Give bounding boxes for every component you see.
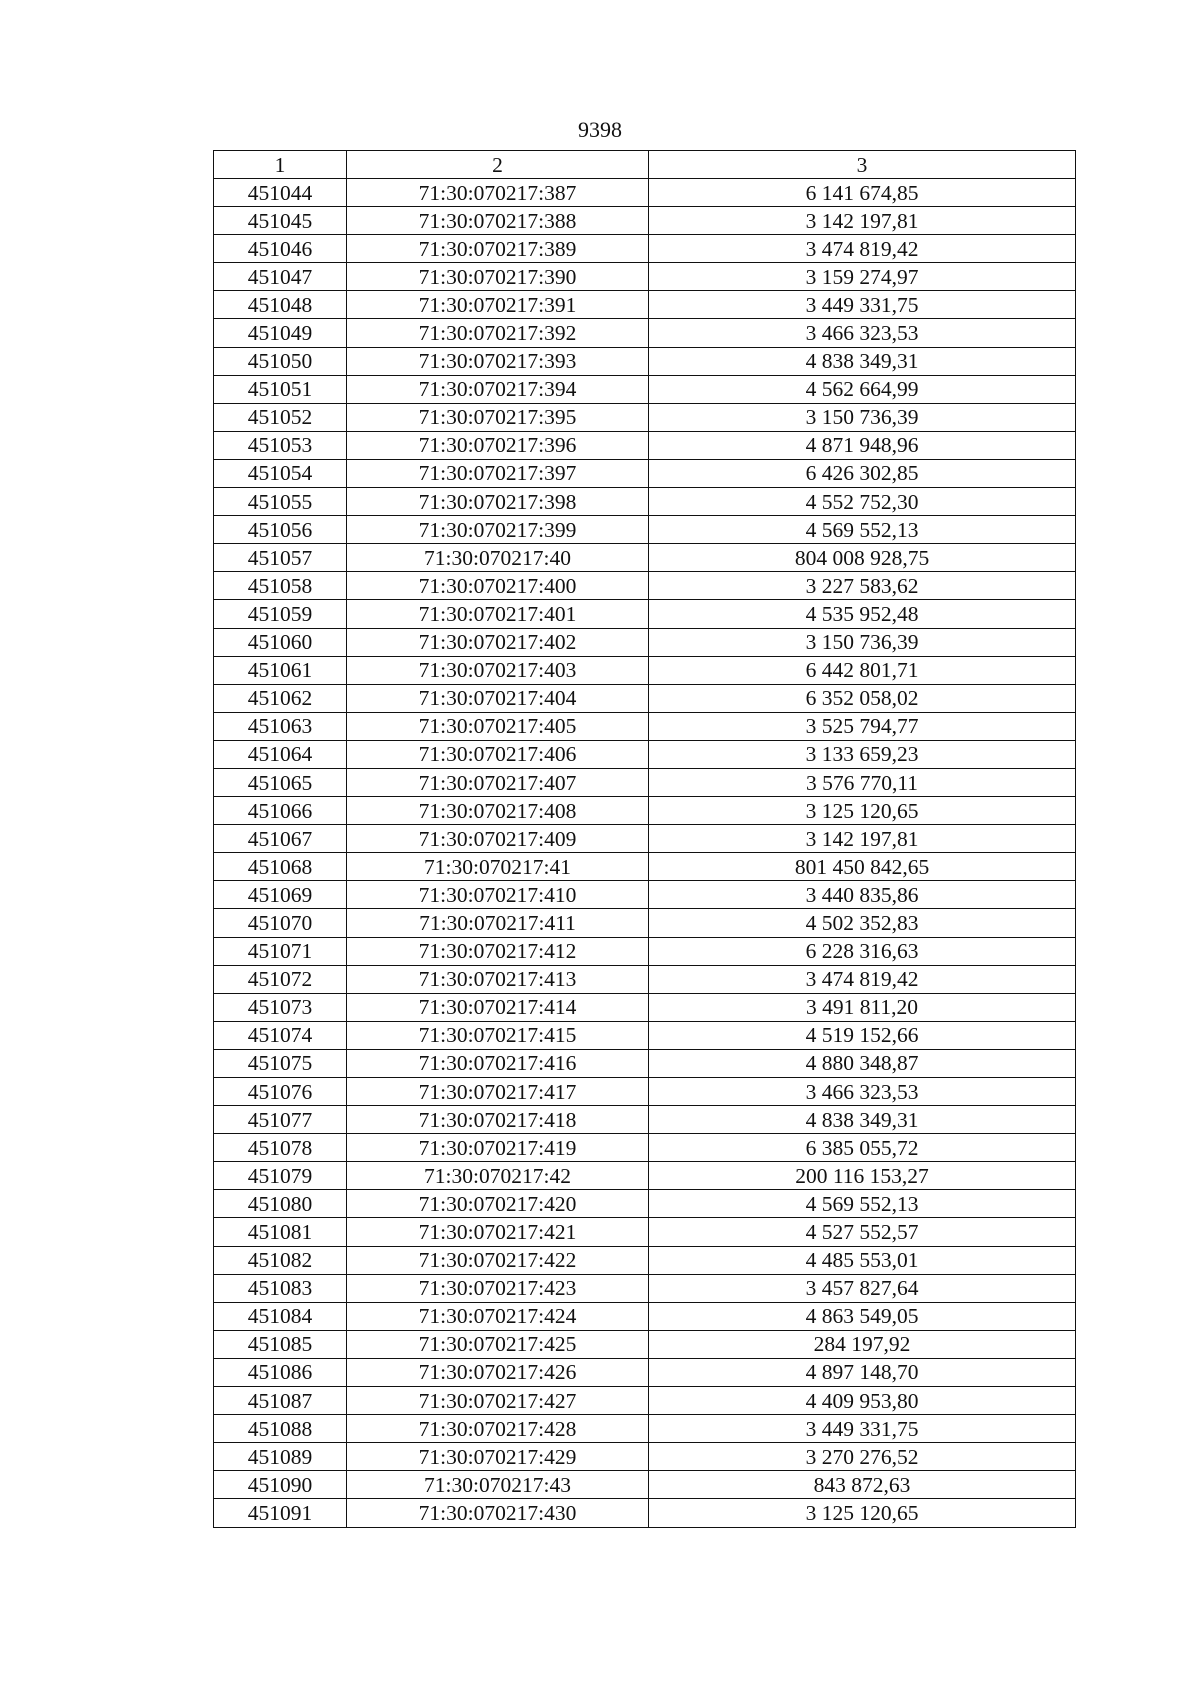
row-number-cell: 451070 xyxy=(214,909,347,937)
row-number-cell: 451074 xyxy=(214,1021,347,1049)
value-cell: 3 466 323,53 xyxy=(649,1078,1076,1106)
cadastral-number-cell: 71:30:070217:40 xyxy=(347,544,649,572)
cadastral-number-cell: 71:30:070217:407 xyxy=(347,768,649,796)
cadastral-number-cell: 71:30:070217:390 xyxy=(347,263,649,291)
row-number-cell: 451064 xyxy=(214,740,347,768)
value-cell: 3 142 197,81 xyxy=(649,825,1076,853)
row-number-cell: 451078 xyxy=(214,1134,347,1162)
value-cell: 3 150 736,39 xyxy=(649,628,1076,656)
value-cell: 4 569 552,13 xyxy=(649,1190,1076,1218)
value-cell: 3 474 819,42 xyxy=(649,235,1076,263)
value-cell: 4 552 752,30 xyxy=(649,488,1076,516)
row-number-cell: 451088 xyxy=(214,1415,347,1443)
table-row xyxy=(214,572,1076,600)
table-row xyxy=(214,656,1076,684)
cadastral-number-cell: 71:30:070217:417 xyxy=(347,1078,649,1106)
cadastral-number-cell: 71:30:070217:411 xyxy=(347,909,649,937)
cadastral-number-cell: 71:30:070217:410 xyxy=(347,881,649,909)
table-row xyxy=(214,740,1076,768)
row-number-cell: 451090 xyxy=(214,1471,347,1499)
table-row xyxy=(214,600,1076,628)
value-cell: 4 502 352,83 xyxy=(649,909,1076,937)
row-number-cell: 451058 xyxy=(214,572,347,600)
row-number-cell: 451066 xyxy=(214,797,347,825)
table-row xyxy=(214,909,1076,937)
row-number-cell: 451062 xyxy=(214,684,347,712)
row-number-cell: 451086 xyxy=(214,1358,347,1386)
row-number-cell: 451044 xyxy=(214,179,347,207)
value-cell: 4 485 553,01 xyxy=(649,1246,1076,1274)
value-cell: 3 449 331,75 xyxy=(649,291,1076,319)
table-row xyxy=(214,1049,1076,1077)
value-cell: 6 228 316,63 xyxy=(649,937,1076,965)
value-cell: 843 872,63 xyxy=(649,1471,1076,1499)
table-row xyxy=(214,1218,1076,1246)
row-number-cell: 451076 xyxy=(214,1078,347,1106)
value-cell: 4 838 349,31 xyxy=(649,1106,1076,1134)
table-row xyxy=(214,207,1076,235)
table-body xyxy=(214,151,1076,1528)
value-cell: 3 125 120,65 xyxy=(649,797,1076,825)
value-cell: 4 863 549,05 xyxy=(649,1302,1076,1330)
cadastral-number-cell: 71:30:070217:415 xyxy=(347,1021,649,1049)
cadastral-number-cell: 71:30:070217:389 xyxy=(347,235,649,263)
row-number-cell: 451061 xyxy=(214,656,347,684)
row-number-cell: 451080 xyxy=(214,1190,347,1218)
value-cell: 3 491 811,20 xyxy=(649,993,1076,1021)
row-number-cell: 451055 xyxy=(214,488,347,516)
table-row xyxy=(214,712,1076,740)
row-number-cell: 451069 xyxy=(214,881,347,909)
value-cell: 6 141 674,85 xyxy=(649,179,1076,207)
row-number-cell: 451073 xyxy=(214,993,347,1021)
table-row xyxy=(214,1162,1076,1190)
cadastral-number-cell: 71:30:070217:430 xyxy=(347,1499,649,1527)
table-row xyxy=(214,628,1076,656)
table-row xyxy=(214,993,1076,1021)
value-cell: 801 450 842,65 xyxy=(649,853,1076,881)
value-cell: 284 197,92 xyxy=(649,1330,1076,1358)
table-row xyxy=(214,881,1076,909)
table-row xyxy=(214,263,1076,291)
value-cell: 3 159 274,97 xyxy=(649,263,1076,291)
table-row xyxy=(214,291,1076,319)
cadastral-number-cell: 71:30:070217:398 xyxy=(347,488,649,516)
value-cell: 4 838 349,31 xyxy=(649,347,1076,375)
row-number-cell: 451079 xyxy=(214,1162,347,1190)
cadastral-number-cell: 71:30:070217:429 xyxy=(347,1443,649,1471)
row-number-cell: 451050 xyxy=(214,347,347,375)
value-cell: 4 527 552,57 xyxy=(649,1218,1076,1246)
cadastral-number-cell: 71:30:070217:419 xyxy=(347,1134,649,1162)
cadastral-number-cell: 71:30:070217:399 xyxy=(347,516,649,544)
value-cell: 3 227 583,62 xyxy=(649,572,1076,600)
row-number-cell: 451053 xyxy=(214,431,347,459)
table-row xyxy=(214,235,1076,263)
table-row xyxy=(214,516,1076,544)
table-row xyxy=(214,1415,1076,1443)
table-row xyxy=(214,965,1076,993)
value-cell: 3 474 819,42 xyxy=(649,965,1076,993)
row-number-cell: 451057 xyxy=(214,544,347,572)
cadastral-number-cell: 71:30:070217:388 xyxy=(347,207,649,235)
value-cell: 3 525 794,77 xyxy=(649,712,1076,740)
table-row xyxy=(214,1106,1076,1134)
table-row xyxy=(214,544,1076,572)
cadastral-number-cell: 71:30:070217:43 xyxy=(347,1471,649,1499)
row-number-cell: 451065 xyxy=(214,768,347,796)
row-number-cell: 451082 xyxy=(214,1246,347,1274)
value-cell: 6 385 055,72 xyxy=(649,1134,1076,1162)
row-number-cell: 451052 xyxy=(214,403,347,431)
cadastral-number-cell: 71:30:070217:404 xyxy=(347,684,649,712)
table-row xyxy=(214,1330,1076,1358)
row-number-cell: 451091 xyxy=(214,1499,347,1527)
row-number-cell: 451047 xyxy=(214,263,347,291)
value-cell: 6 352 058,02 xyxy=(649,684,1076,712)
value-cell: 3 125 120,65 xyxy=(649,1499,1076,1527)
row-number-cell: 451063 xyxy=(214,712,347,740)
cadastral-number-cell: 71:30:070217:42 xyxy=(347,1162,649,1190)
value-cell: 3 576 770,11 xyxy=(649,768,1076,796)
value-cell: 3 150 736,39 xyxy=(649,403,1076,431)
row-number-cell: 451054 xyxy=(214,459,347,487)
table-row xyxy=(214,1358,1076,1386)
table-row xyxy=(214,797,1076,825)
table-row xyxy=(214,1274,1076,1302)
row-number-cell: 451049 xyxy=(214,319,347,347)
column-header-3: 3 xyxy=(649,151,1076,179)
cadastral-number-cell: 71:30:070217:392 xyxy=(347,319,649,347)
table-row xyxy=(214,825,1076,853)
value-cell: 4 871 948,96 xyxy=(649,431,1076,459)
value-cell: 3 466 323,53 xyxy=(649,319,1076,347)
value-cell: 4 562 664,99 xyxy=(649,375,1076,403)
cadastral-number-cell: 71:30:070217:420 xyxy=(347,1190,649,1218)
table-row xyxy=(214,937,1076,965)
cadastral-number-cell: 71:30:070217:397 xyxy=(347,459,649,487)
value-cell: 3 449 331,75 xyxy=(649,1415,1076,1443)
cadastral-number-cell: 71:30:070217:423 xyxy=(347,1274,649,1302)
value-cell: 200 116 153,27 xyxy=(649,1162,1076,1190)
cadastral-number-cell: 71:30:070217:400 xyxy=(347,572,649,600)
cadastral-number-cell: 71:30:070217:391 xyxy=(347,291,649,319)
cadastral-number-cell: 71:30:070217:422 xyxy=(347,1246,649,1274)
value-cell: 804 008 928,75 xyxy=(649,544,1076,572)
table-row xyxy=(214,319,1076,347)
value-cell: 4 519 152,66 xyxy=(649,1021,1076,1049)
cadastral-number-cell: 71:30:070217:418 xyxy=(347,1106,649,1134)
table-row xyxy=(214,488,1076,516)
data-table xyxy=(213,150,1076,1528)
table-row xyxy=(214,853,1076,881)
row-number-cell: 451089 xyxy=(214,1443,347,1471)
cadastral-number-cell: 71:30:070217:412 xyxy=(347,937,649,965)
value-cell: 4 880 348,87 xyxy=(649,1049,1076,1077)
row-number-cell: 451083 xyxy=(214,1274,347,1302)
row-number-cell: 451051 xyxy=(214,375,347,403)
table-row xyxy=(214,1190,1076,1218)
row-number-cell: 451067 xyxy=(214,825,347,853)
cadastral-number-cell: 71:30:070217:426 xyxy=(347,1358,649,1386)
row-number-cell: 451085 xyxy=(214,1330,347,1358)
table-row xyxy=(214,375,1076,403)
table-row xyxy=(214,1302,1076,1330)
table-row xyxy=(214,1021,1076,1049)
cadastral-number-cell: 71:30:070217:424 xyxy=(347,1302,649,1330)
value-cell: 4 535 952,48 xyxy=(649,600,1076,628)
cadastral-number-cell: 71:30:070217:394 xyxy=(347,375,649,403)
cadastral-number-cell: 71:30:070217:41 xyxy=(347,853,649,881)
row-number-cell: 451048 xyxy=(214,291,347,319)
row-number-cell: 451072 xyxy=(214,965,347,993)
row-number-cell: 451077 xyxy=(214,1106,347,1134)
value-cell: 4 897 148,70 xyxy=(649,1358,1076,1386)
table-row xyxy=(214,1443,1076,1471)
row-number-cell: 451087 xyxy=(214,1387,347,1415)
cadastral-number-cell: 71:30:070217:395 xyxy=(347,403,649,431)
value-cell: 3 440 835,86 xyxy=(649,881,1076,909)
cadastral-number-cell: 71:30:070217:387 xyxy=(347,179,649,207)
table-row xyxy=(214,1471,1076,1499)
row-number-cell: 451071 xyxy=(214,937,347,965)
cadastral-number-cell: 71:30:070217:402 xyxy=(347,628,649,656)
cadastral-number-cell: 71:30:070217:403 xyxy=(347,656,649,684)
table-row xyxy=(214,1499,1076,1527)
row-number-cell: 451081 xyxy=(214,1218,347,1246)
cadastral-number-cell: 71:30:070217:405 xyxy=(347,712,649,740)
cadastral-number-cell: 71:30:070217:393 xyxy=(347,347,649,375)
cadastral-number-cell: 71:30:070217:416 xyxy=(347,1049,649,1077)
cadastral-number-cell: 71:30:070217:409 xyxy=(347,825,649,853)
row-number-cell: 451059 xyxy=(214,600,347,628)
cadastral-number-cell: 71:30:070217:414 xyxy=(347,993,649,1021)
table-row xyxy=(214,347,1076,375)
cadastral-number-cell: 71:30:070217:396 xyxy=(347,431,649,459)
table-row xyxy=(214,1387,1076,1415)
cadastral-number-cell: 71:30:070217:428 xyxy=(347,1415,649,1443)
table-row xyxy=(214,1134,1076,1162)
value-cell: 3 270 276,52 xyxy=(649,1443,1076,1471)
value-cell: 4 569 552,13 xyxy=(649,516,1076,544)
table-row xyxy=(214,459,1076,487)
cadastral-number-cell: 71:30:070217:427 xyxy=(347,1387,649,1415)
table-row xyxy=(214,179,1076,207)
value-cell: 3 142 197,81 xyxy=(649,207,1076,235)
row-number-cell: 451068 xyxy=(214,853,347,881)
row-number-cell: 451056 xyxy=(214,516,347,544)
page-number-text: 9398 xyxy=(578,117,622,142)
value-cell: 3 457 827,64 xyxy=(649,1274,1076,1302)
column-header-2: 2 xyxy=(347,151,649,179)
cadastral-number-cell: 71:30:070217:401 xyxy=(347,600,649,628)
row-number-cell: 451060 xyxy=(214,628,347,656)
table-header-row xyxy=(214,151,1076,179)
cadastral-number-cell: 71:30:070217:406 xyxy=(347,740,649,768)
table-row xyxy=(214,403,1076,431)
value-cell: 6 426 302,85 xyxy=(649,459,1076,487)
row-number-cell: 451046 xyxy=(214,235,347,263)
row-number-cell: 451045 xyxy=(214,207,347,235)
cadastral-number-cell: 71:30:070217:408 xyxy=(347,797,649,825)
table-row xyxy=(214,431,1076,459)
table-row xyxy=(214,1246,1076,1274)
table-row xyxy=(214,768,1076,796)
row-number-cell: 451084 xyxy=(214,1302,347,1330)
table-row xyxy=(214,1078,1076,1106)
cadastral-number-cell: 71:30:070217:421 xyxy=(347,1218,649,1246)
value-cell: 4 409 953,80 xyxy=(649,1387,1076,1415)
value-cell: 6 442 801,71 xyxy=(649,656,1076,684)
value-cell: 3 133 659,23 xyxy=(649,740,1076,768)
row-number-cell: 451075 xyxy=(214,1049,347,1077)
table-row xyxy=(214,684,1076,712)
column-header-1: 1 xyxy=(214,151,347,179)
cadastral-number-cell: 71:30:070217:413 xyxy=(347,965,649,993)
page-number xyxy=(0,118,1200,142)
cadastral-number-cell: 71:30:070217:425 xyxy=(347,1330,649,1358)
